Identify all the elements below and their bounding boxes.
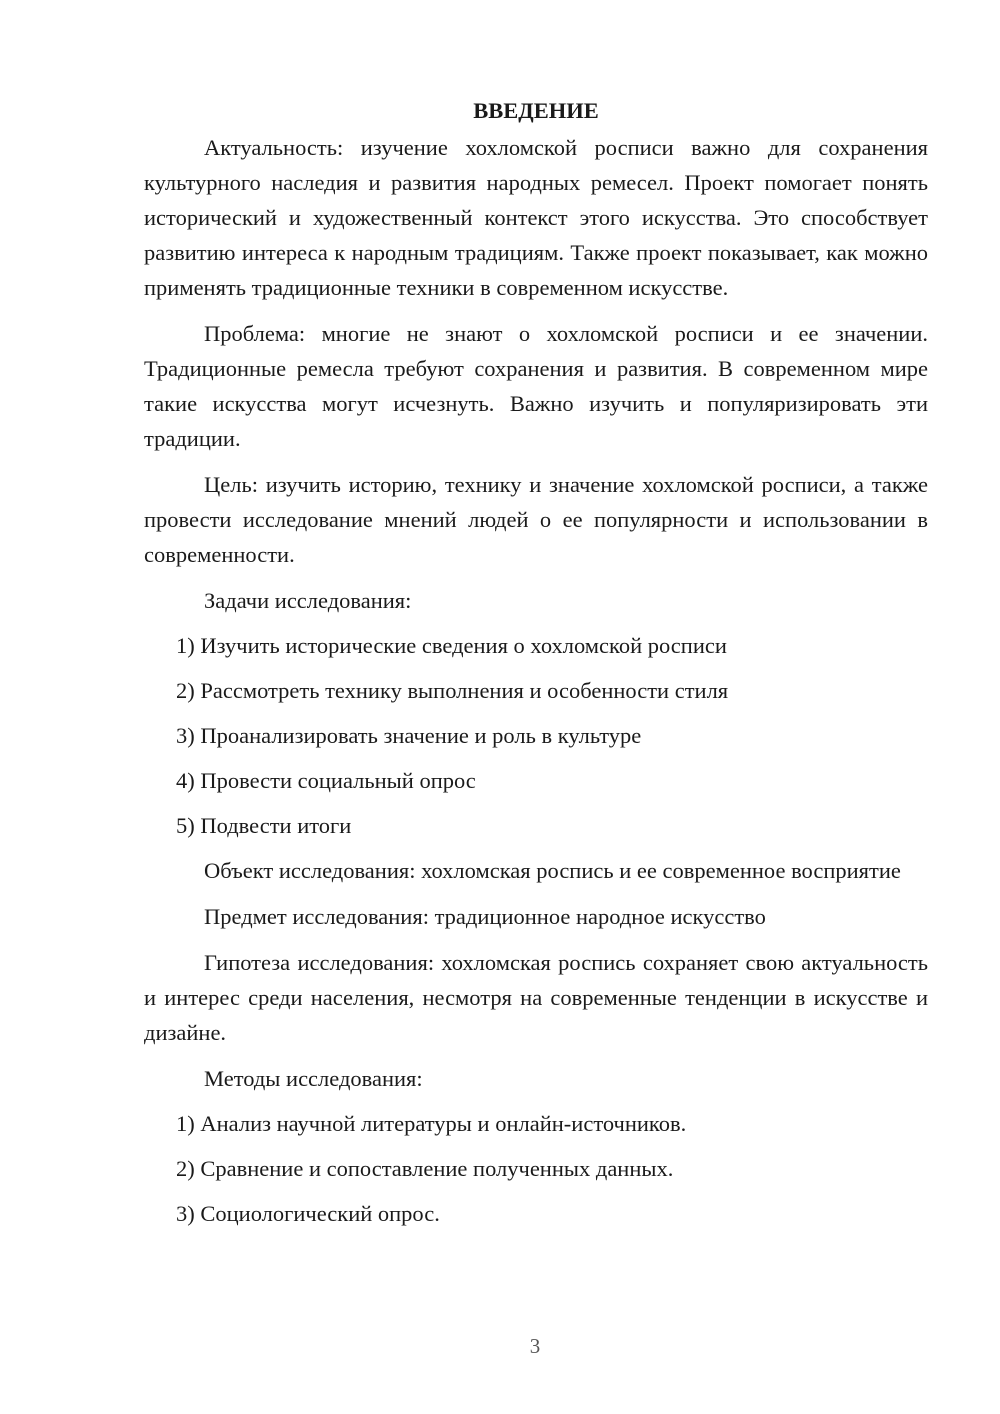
subject-paragraph: Предмет исследования: традиционное народное искусство	[204, 904, 766, 929]
object-paragraph: Объект исследования: хохломская роспись и ее современное восприятие	[204, 858, 901, 883]
relevance-paragraph: Актуальность: изучение хохломской росписи важно для сохранения культурного наследия и развития народных ремесел. Проект помогает понять исторический и художественный контекст этого искусства. Это способствует развитию интереса к народным традициям. Также проект показывает, как можно применять традиционные техники в современном искусстве.	[144, 135, 928, 300]
problem-paragraph: Проблема: многие не знают о хохломской росписи и ее значении. Традиционные ремесла требуют сохранения и развития. В современном мире такие искусства могут исчезнуть. Важно изучить и популяризировать эти традиции.	[144, 321, 928, 451]
method-item: 3) Социологический опрос.	[176, 1201, 440, 1226]
task-item: 2) Рассмотреть технику выполнения и особенности стиля	[176, 678, 729, 703]
task-item: 3) Проанализировать значение и роль в культуре	[176, 723, 642, 748]
method-item: 2) Сравнение и сопоставление полученных данных.	[176, 1156, 674, 1181]
task-item: 1) Изучить исторические сведения о хохломской росписи	[176, 633, 727, 658]
method-item: 1) Анализ научной литературы и онлайн-источников.	[176, 1111, 687, 1136]
hypothesis-paragraph: Гипотеза исследования: хохломская роспись сохраняет свою актуальность и интерес среди населения, несмотря на современные тенденции в искусстве и дизайне.	[144, 950, 928, 1045]
task-item: 5) Подвести итоги	[176, 813, 352, 838]
goal-paragraph: Цель: изучить историю, технику и значение хохломской росписи, а также провести исследование мнений людей о ее популярности и использовании в современности.	[144, 472, 928, 567]
tasks-heading: Задачи исследования:	[204, 588, 412, 613]
section-title: ВВЕДЕНИЕ	[473, 98, 599, 123]
methods-heading: Методы исследования:	[204, 1066, 423, 1091]
task-item: 4) Провести социальный опрос	[176, 768, 476, 793]
page-content	[144, 94, 928, 1241]
page-number: 3	[529, 1334, 541, 1358]
